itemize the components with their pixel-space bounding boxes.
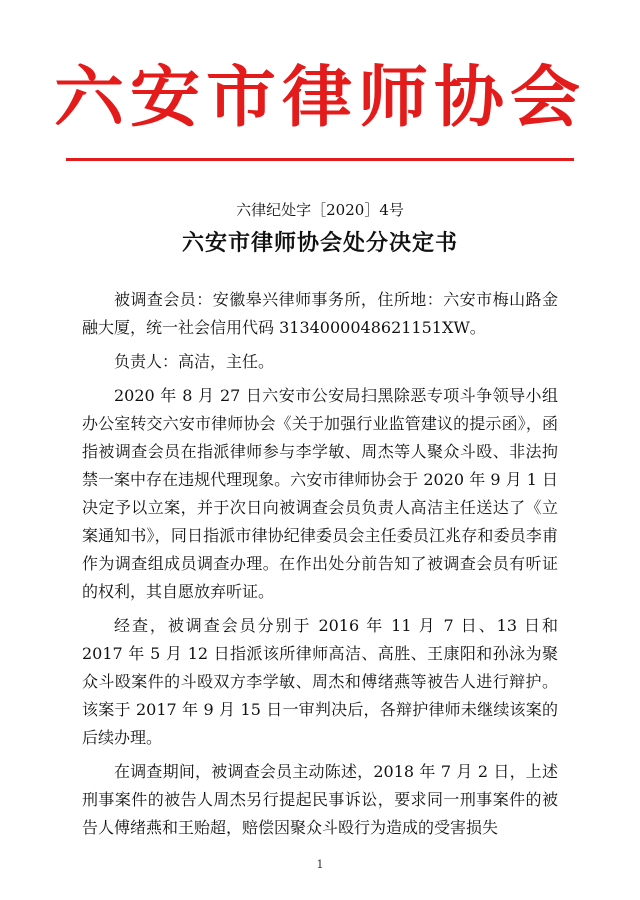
red-divider-line [66, 158, 574, 161]
paragraph-member: 被调查会员：安徽皋兴律师事务所，住所地：六安市梅山路金融大厦，统一社会信用代码 3134000048621151XW。 [82, 290, 558, 337]
org-letterhead-title: 六安市律师协会 [54, 57, 586, 136]
document-body [82, 286, 558, 848]
paragraph-investigation-findings: 经查，被调查会员分别于 2016 年 11 月 7 日、13 日和 2017 年 5 月 12 日指派该所律师高洁、高胜、王康阳和孙泳为聚众斗殴案件的斗殴双方李学敏、周杰和傅绪燕等被告人进行辩护。该案于 2017 年 9 月 15 日一审判决后，各辩护律师未继续该案的后续办理。 [82, 616, 558, 747]
document-number: 六律纪处字［2020］4号 [236, 201, 404, 219]
paragraph-statement: 在调查期间，被调查会员主动陈述，2018 年 7 月 2 日，上述刑事案件的被告人周杰另行提起民事诉讼，要求同一刑事案件的被告人傅绪燕和王贻超，赔偿因聚众斗殴行为造成的受害损失 [82, 762, 558, 837]
document-title: 六安市律师协会处分决定书 [181, 230, 458, 256]
paragraph-responsible-person: 负责人：高洁，主任。 [114, 352, 275, 371]
paragraph-case-filing: 2020 年 8 月 27 日六安市公安局扫黑除恶专项斗争领导小组办公室转交六安市律师协会《关于加强行业监管建议的提示函》，函指被调查会员在指派律师参与李学敏、周杰等人聚众斗殴、非法拘禁一案中存在违规代理现象。六安市律师协会于 2020 年 9 月 1 日决定予以立案，并于次日向被调查会员负责人高洁主任送达了《立案通知书》，同日指派市律协纪律委员会主任委员江兆存和委员李甫作为调查组成员调查办理。在作出处分前告知了被调查会员有听证的权利，其自愿放弃听证。 [82, 386, 558, 601]
page-number: 1 [316, 858, 324, 871]
